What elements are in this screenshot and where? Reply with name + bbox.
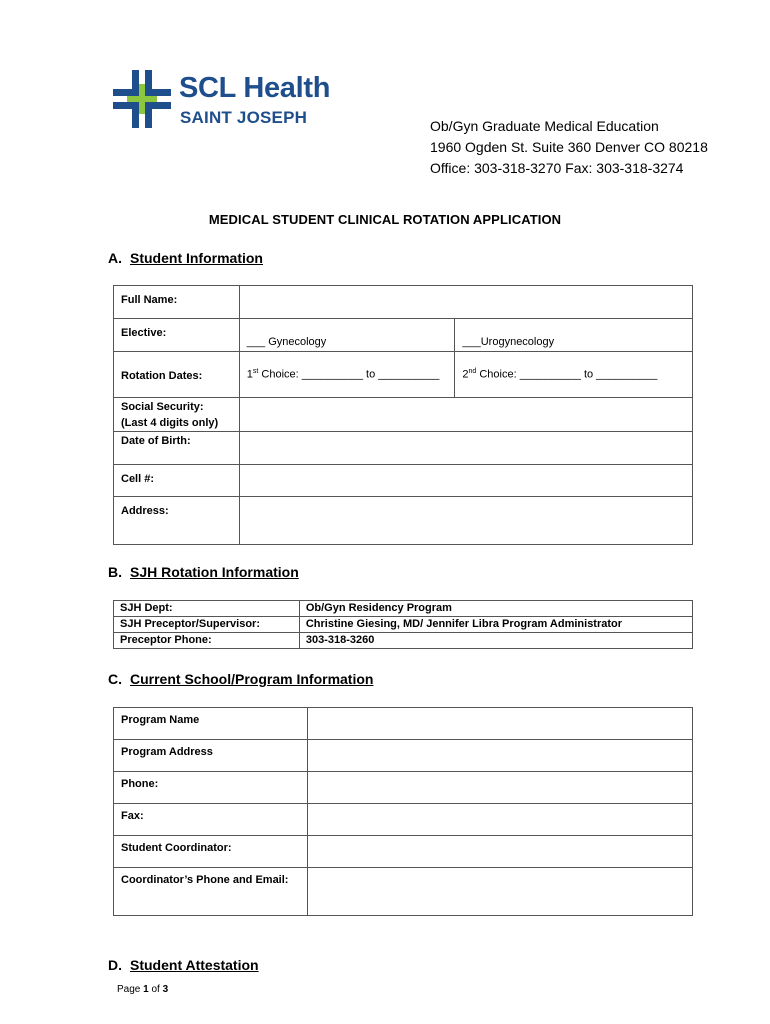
address-line: Ob/Gyn Graduate Medical Education xyxy=(430,118,659,134)
program-fax-field[interactable] xyxy=(307,804,692,836)
logo-brand-text: SCL Health xyxy=(179,72,331,104)
section-b-heading xyxy=(108,564,299,580)
full-name-field[interactable] xyxy=(239,286,692,319)
rotation-info-table xyxy=(113,600,693,649)
program-address-field[interactable] xyxy=(307,740,692,772)
student-info-table xyxy=(113,285,693,545)
cell-number-label: Cell #: xyxy=(114,465,240,497)
section-title: Student Attestation xyxy=(130,957,259,973)
plus-cross-logo-icon xyxy=(112,68,172,130)
program-fax-label: Fax: xyxy=(114,804,308,836)
program-name-label: Program Name xyxy=(114,708,308,740)
rotation-second-choice-field[interactable]: 2nd Choice: __________ to __________ xyxy=(455,352,693,398)
office-address-block xyxy=(430,116,708,179)
school-info-table xyxy=(113,707,693,916)
rotation-first-choice-field[interactable]: 1st Choice: __________ to __________ xyxy=(239,352,455,398)
elective-urogynecology-option[interactable]: ___Urogynecology xyxy=(455,319,693,352)
address-line: Office: 303-318-3270 Fax: 303-318-3274 xyxy=(430,160,684,176)
preceptor-value: Christine Giesing, MD/ Jennifer Libra Program Administrator xyxy=(299,617,692,633)
section-letter: B. xyxy=(108,564,122,580)
preceptor-label: SJH Preceptor/Supervisor: xyxy=(114,617,300,633)
section-letter: D. xyxy=(108,957,122,973)
program-name-field[interactable] xyxy=(307,708,692,740)
section-title: SJH Rotation Information xyxy=(130,564,299,580)
section-d-heading xyxy=(108,957,259,973)
section-c-heading xyxy=(108,671,373,687)
address-line: 1960 Ogden St. Suite 360 Denver CO 80218 xyxy=(430,139,708,155)
date-of-birth-label: Date of Birth: xyxy=(114,432,240,465)
address-label: Address: xyxy=(114,497,240,545)
coordinator-contact-label: Coordinator’s Phone and Email: xyxy=(114,868,308,916)
form-title: MEDICAL STUDENT CLINICAL ROTATION APPLICATION xyxy=(208,212,562,227)
elective-label: Elective: xyxy=(114,319,240,352)
preceptor-phone-label: Preceptor Phone: xyxy=(114,633,300,649)
student-coordinator-field[interactable] xyxy=(307,836,692,868)
cell-number-field[interactable] xyxy=(239,465,692,497)
program-phone-label: Phone: xyxy=(114,772,308,804)
section-title: Current School/Program Information xyxy=(130,671,374,687)
coordinator-contact-field[interactable] xyxy=(307,868,692,916)
elective-gynecology-option[interactable]: ___ Gynecology xyxy=(239,319,455,352)
student-coordinator-label: Student Coordinator: xyxy=(114,836,308,868)
program-address-label: Program Address xyxy=(114,740,308,772)
sjh-dept-value: Ob/Gyn Residency Program xyxy=(299,601,692,617)
logo-subtitle-text: SAINT JOSEPH xyxy=(180,108,308,127)
date-of-birth-field[interactable] xyxy=(239,432,692,465)
section-title: Student Information xyxy=(130,250,263,266)
social-security-label: Social Security: (Last 4 digits only) xyxy=(114,398,240,432)
social-security-field[interactable] xyxy=(239,398,692,432)
section-letter: C. xyxy=(108,671,122,687)
rotation-dates-label: Rotation Dates: xyxy=(114,352,240,398)
full-name-label: Full Name: xyxy=(114,286,240,319)
section-letter: A. xyxy=(108,250,122,266)
program-phone-field[interactable] xyxy=(307,772,692,804)
sjh-dept-label: SJH Dept: xyxy=(114,601,300,617)
scl-health-logo xyxy=(112,68,342,132)
address-field[interactable] xyxy=(239,497,692,545)
preceptor-phone-value: 303-318-3260 xyxy=(299,633,692,649)
section-a-heading xyxy=(108,250,263,266)
page-number: Page 1 of 3 xyxy=(117,984,169,995)
